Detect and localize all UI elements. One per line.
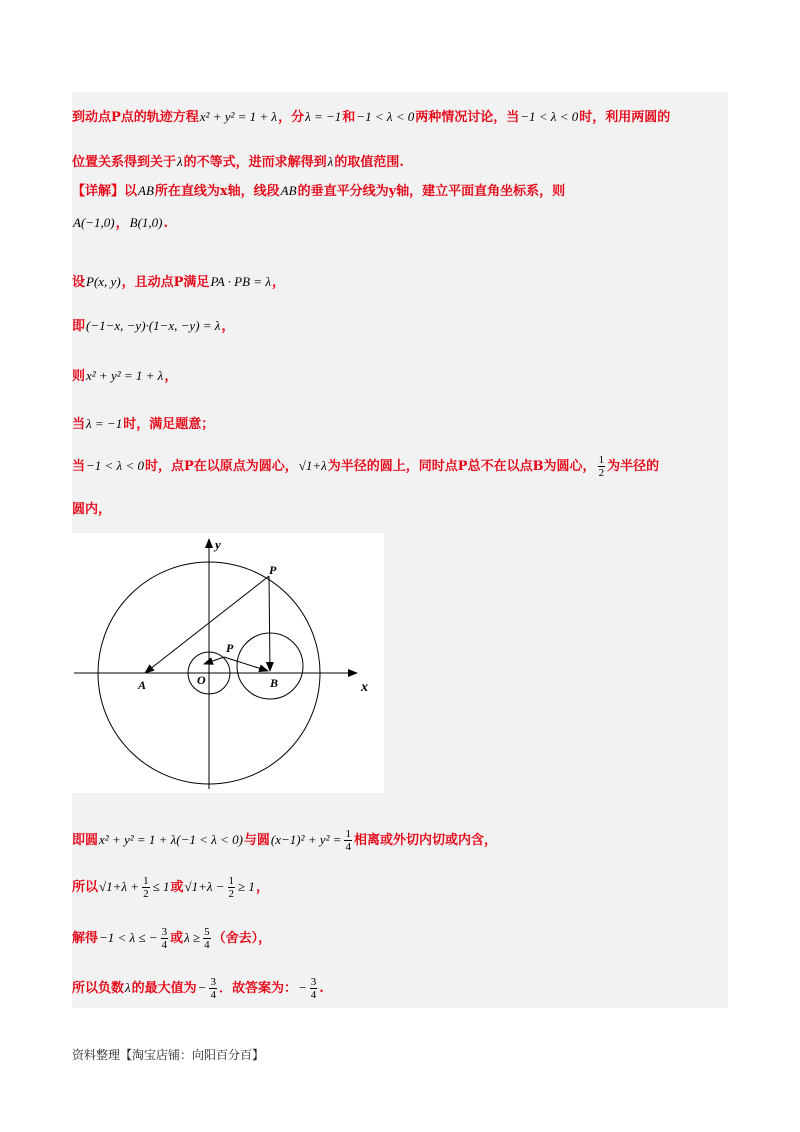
text: ， [255,880,269,895]
text: 两种情况讨论，当 [415,110,520,125]
math-expr: ≤ 1 [152,879,170,894]
text: 的不等式，进而求解得到 [183,155,327,170]
text: 即圆 [72,833,99,848]
text-line-14 [72,976,732,1001]
text-line-6 [72,316,732,337]
text: 当 [72,417,86,432]
math-expr: λ ≥ [184,930,201,945]
text: ， [271,275,285,290]
math-expr: ≥ 1 [238,879,255,894]
text-line-4 [72,213,732,234]
text: 当 [72,459,86,474]
fraction-num: 1 [143,875,149,887]
math-expr: PA · PB = λ [210,274,271,289]
fraction-den: 2 [598,467,605,479]
x-axis-label: x [361,680,368,695]
math-expr: AB [280,183,297,198]
fraction [228,875,236,900]
text: 圆内， [72,502,112,517]
fraction [598,454,606,479]
math-expr: √1+λ [298,458,327,473]
text-line-8 [72,414,732,435]
math-expr: λ [327,154,334,169]
point-a-label: A [138,678,147,692]
text: 的垂直平分线为y轴，建立平面直角坐标系，则 [297,184,566,199]
fraction-den: 2 [143,888,149,900]
math-expr: − [297,980,307,995]
fraction-den: 4 [210,989,216,1001]
vector-pb [269,576,270,671]
math-expr: −1 < λ < 0 [520,109,579,124]
math-expr: − [197,980,207,995]
footer-note: 资料整理【淘宝店铺：向阳百分百】 [72,1048,265,1062]
text: 【详解】以 [72,184,138,199]
text-line-13 [72,926,732,951]
text-line-12 [72,875,732,900]
text: 或 [170,880,184,895]
point-o-label: O [197,673,206,687]
fraction-den: 4 [345,841,351,853]
text-line-1 [72,107,732,128]
fraction-num: 3 [210,976,216,988]
math-expr: x² + y² = 1 + λ(−1 < λ < 0) [99,832,243,847]
fraction [344,828,352,853]
fraction-num: 1 [345,828,351,840]
text: . [163,216,169,231]
text: （舍去）， [212,931,272,946]
math-expr: λ = −1 [86,416,123,431]
math-expr: √1+λ − [184,879,225,894]
text: 则 [72,369,86,384]
text: 时，满足题意； [123,417,215,432]
fraction [161,926,169,951]
text: 的最大值为 [131,981,197,996]
fraction-num: 1 [228,875,235,887]
math-expr: A(−1,0) [73,215,115,230]
fraction-num: 5 [204,926,210,938]
math-expr: x² + y² = 1 + λ [86,368,164,383]
fraction-num: 3 [161,926,168,938]
point-b-label: B [270,676,279,690]
math-expr: x² + y² = 1 + λ [199,109,278,124]
fraction-den: 4 [204,939,210,951]
fraction [209,976,217,1001]
text-line-5 [72,272,732,293]
text: 时，点P在以原点为圆心， [144,459,298,474]
text-line-7 [72,366,732,387]
text: 相离或外切内切或内含， [353,833,497,848]
text: ．故答案为： [218,981,297,996]
fraction-num: 1 [598,454,605,466]
text: 为半径的圆上，同时点P总不在以点B为圆心， [327,459,596,474]
text: 所以负数 [72,981,125,996]
text-line-11 [72,828,732,853]
text-line-2 [72,152,732,173]
math-expr: (−1−x, −y)·(1−x, −y) = λ [86,318,221,333]
text: 解得 [72,931,99,946]
y-axis-label: y [215,537,221,552]
text: ， [164,369,178,384]
point-p-inner-label: P [226,641,234,655]
fraction-den: 2 [228,888,235,900]
geometry-figure [72,533,384,793]
circle-diagram [72,533,384,793]
math-expr: −1 < λ < 0 [356,109,415,124]
fraction [203,926,211,951]
text: 位置关系得到关于 [72,155,177,170]
math-expr: λ [177,154,183,169]
text: 设 [72,275,86,290]
text: ，且动点P满足 [121,275,210,290]
text: 与圆 [243,833,270,848]
text: 时，利用两圆的 [579,110,671,125]
math-expr: P(x, y) [86,274,121,289]
vector-pa [145,576,269,673]
text-line-9 [72,454,732,479]
fraction-den: 4 [310,989,317,1001]
vector-inner-pb [224,657,268,671]
fraction-num: 3 [310,976,317,988]
vector-inner-pa [204,657,224,664]
math-expr: (x−1)² + y² = [270,832,342,847]
text: 所以 [72,880,99,895]
fraction-den: 4 [161,939,168,951]
math-expr: λ = −1 [305,109,342,124]
text: . [319,981,324,996]
text: ， [115,216,129,231]
text: 所在直线为x轴，线段 [154,184,280,199]
text: 为半径的 [607,459,660,474]
text: 或 [170,931,184,946]
fraction [142,875,150,900]
text-line-10 [72,500,732,520]
text: ， [221,319,235,334]
math-expr: AB [138,183,154,198]
text: 即 [72,319,86,334]
text-line-3 [72,181,732,202]
text: 到动点P点的轨迹方程 [72,110,199,125]
math-expr: −1 < λ ≤ − [99,930,158,945]
math-expr: −1 < λ < 0 [86,458,144,473]
point-p-outer-label: P [269,563,277,577]
text: 和 [342,110,356,125]
math-expr: B(1,0) [129,215,163,230]
text: ，分 [278,110,305,125]
text: 的取值范围. [334,155,404,170]
fraction [310,976,318,1001]
math-expr: √1+λ + [99,879,140,894]
math-expr: λ [125,980,131,995]
